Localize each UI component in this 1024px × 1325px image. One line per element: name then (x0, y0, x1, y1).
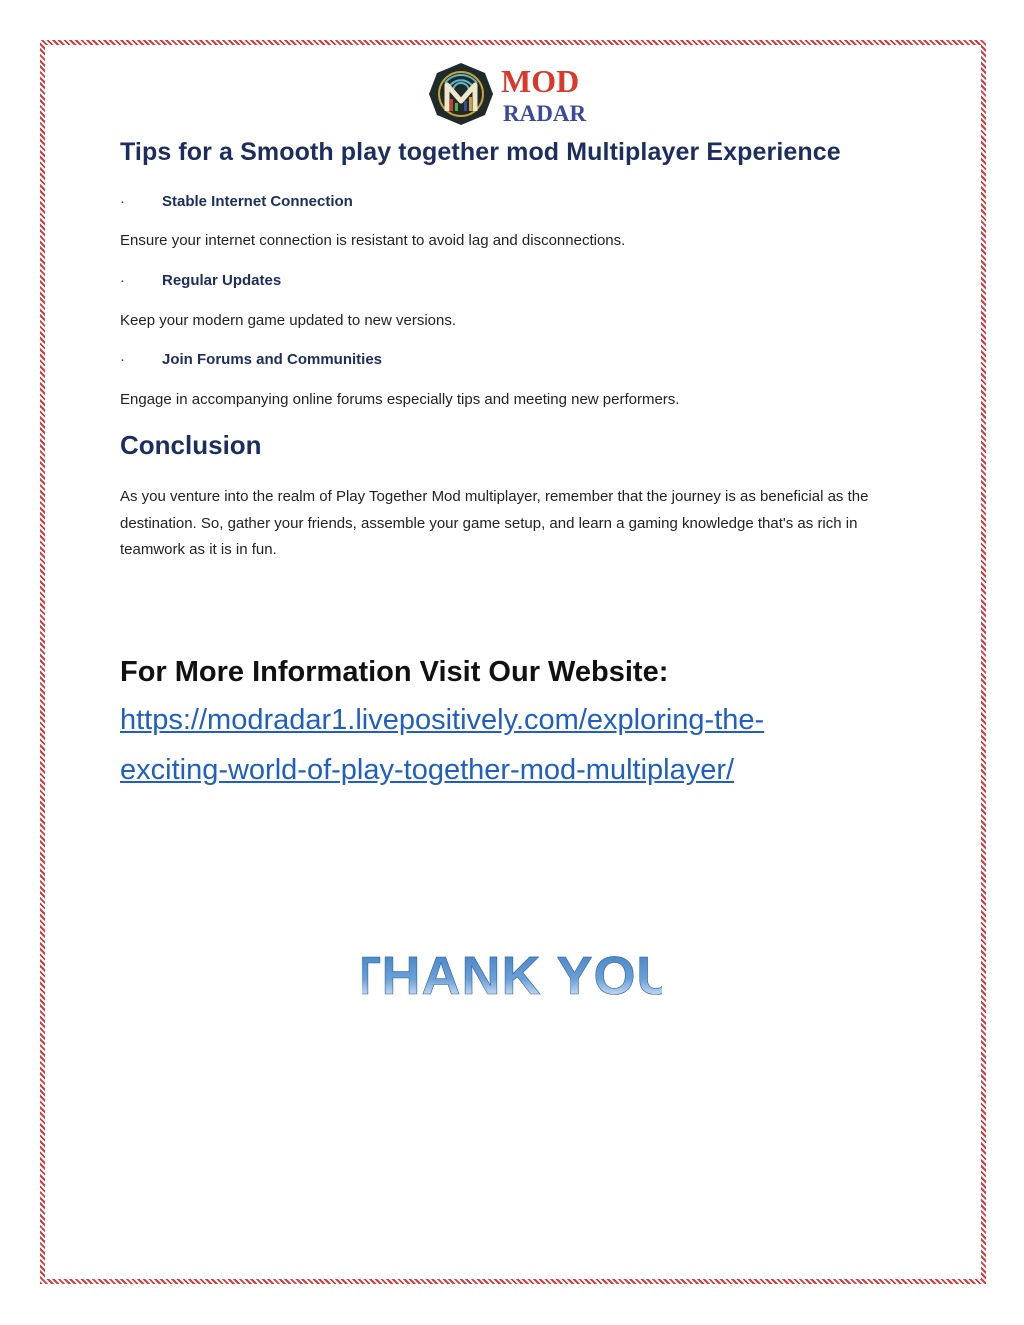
tip-title-1 (120, 193, 353, 210)
tip-title-3 (120, 351, 382, 368)
thank-you-banner (362, 942, 662, 1012)
tip-title-text: Stable Internet Connection (162, 193, 353, 210)
tip-text-1: Ensure your internet connection is resistant to avoid lag and disconnections. (120, 232, 626, 249)
bullet-dot: · (120, 272, 125, 289)
more-info-label: For More Information Visit Our Website: (120, 656, 669, 688)
logo-mod-text: MOD (501, 63, 580, 99)
tips-heading: Tips for a Smooth play together mod Multiplayer Experience (120, 138, 841, 166)
thank-you-text: THANK YOU (362, 946, 662, 1006)
bullet-dot: · (120, 193, 125, 210)
website-link-line-1[interactable]: https://modradar1.livepositively.com/exploring-the- (120, 704, 765, 736)
tip-title-text: Join Forums and Communities (162, 351, 383, 368)
tip-title-text: Regular Updates (162, 272, 282, 289)
logo-radar-text: RADAR (503, 101, 587, 126)
tip-text-2: Keep your modern game updated to new versions. (120, 312, 457, 329)
tip-text-3: Engage in accompanying online forums especially tips and meeting new performers. (120, 391, 680, 408)
tip-title-2 (120, 272, 281, 289)
mod-radar-logo (427, 61, 597, 127)
conclusion-paragraph: As you venture into the realm of Play Together Mod multiplayer, remember that the journey is as beneficial as the destination. So, gather your friends, assemble your game setup, and learn a gaming knowledge that's as rich in teamwork as it is in fun. (120, 488, 869, 558)
bullet-dot: · (120, 351, 125, 368)
website-link-line-2[interactable]: exciting-world-of-play-together-mod-multiplayer/ (120, 754, 735, 786)
radar-badge-icon (429, 63, 493, 125)
conclusion-heading: Conclusion (120, 430, 262, 460)
